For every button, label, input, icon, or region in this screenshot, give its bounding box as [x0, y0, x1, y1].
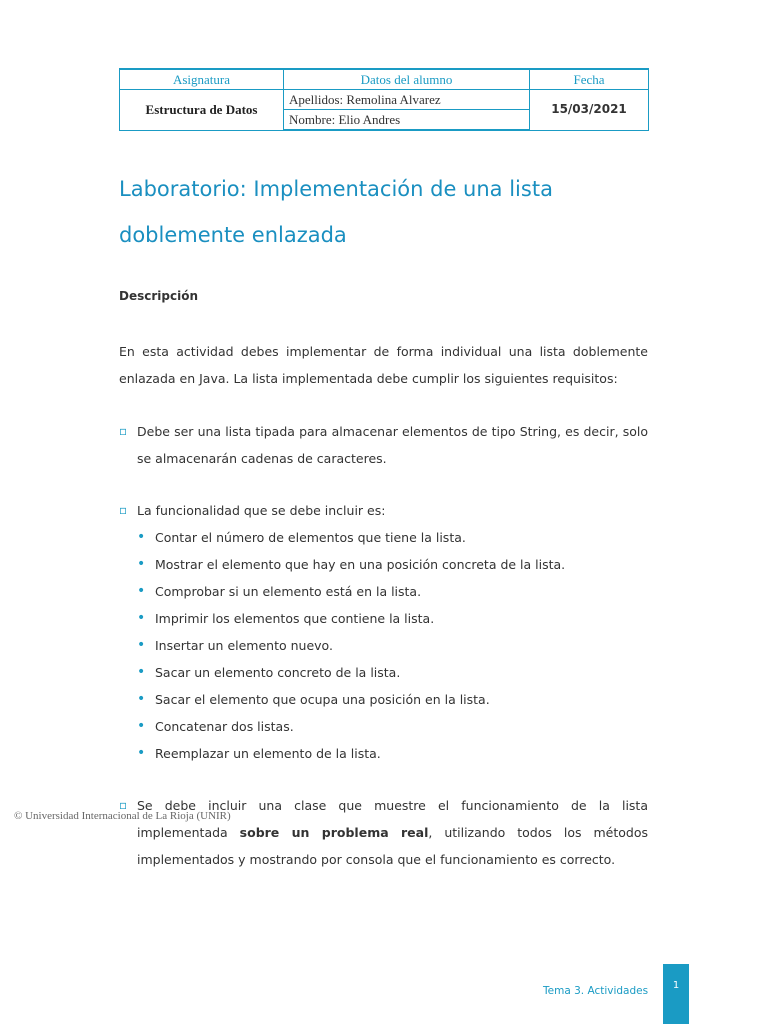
bullet-dot-icon: • [137, 529, 146, 545]
bullet-dot-icon: • [137, 610, 146, 626]
footer-section-label: Tema 3. Actividades [543, 985, 649, 997]
list-item: • Sacar el elemento que ocupa una posición en la lista. [137, 686, 648, 713]
bullet-dot-icon: • [137, 664, 146, 680]
requirement-2-text: La funcionalidad que se debe incluir es: [137, 503, 386, 518]
list-item: • Insertar un elemento nuevo. [137, 632, 648, 659]
requirement-3-text: Se debe incluir una clase que muestre el funcionamiento de la lista implementada sobre un problema real, utilizando todos los métodos implementados y mostrando por consola que el funcionamiento es correcto. [137, 798, 648, 867]
list-item: • Contar el número de elementos que tiene la lista. [137, 524, 648, 551]
list-item: • Mostrar el elemento que hay en una posición concreta de la lista. [137, 551, 648, 578]
bullet-dot-icon: • [137, 745, 146, 761]
bullet-dot-icon: • [137, 556, 146, 572]
surname-cell: Apellidos: Remolina Alvarez [284, 90, 530, 110]
requirement-1 [119, 418, 648, 472]
document-title [119, 166, 659, 258]
name-cell: Nombre: Elio Andres [284, 110, 530, 131]
title-line-2: doblemente enlazada [119, 223, 347, 247]
header-col-subject: Asignatura [120, 69, 284, 90]
list-item: • Concatenar dos listas. [137, 713, 648, 740]
square-bullet-icon: ▫ [119, 503, 128, 517]
function-list [137, 524, 648, 767]
square-bullet-icon: ▫ [119, 798, 128, 812]
date-cell: 15/03/2021 [530, 90, 649, 131]
bullet-dot-icon: • [137, 637, 146, 653]
page-number-tab: 1 [663, 964, 689, 1024]
list-item: • Reemplazar un elemento de la lista. [137, 740, 648, 767]
subject-cell: Estructura de Datos [120, 90, 284, 131]
bullet-dot-icon: • [137, 691, 146, 707]
square-bullet-icon: ▫ [119, 424, 128, 438]
list-item: • Sacar un elemento concreto de la lista. [137, 659, 648, 686]
requirement-1-text: Debe ser una lista tipada para almacenar elementos de tipo String, es decir, solo se almacenarán cadenas de caracteres. [137, 424, 648, 466]
header-table [119, 68, 649, 131]
bullet-dot-icon: • [137, 718, 146, 734]
list-item: • Comprobar si un elemento está en la lista. [137, 578, 648, 605]
title-line-1: Laboratorio: Implementación de una lista [119, 177, 553, 201]
bullet-dot-icon: • [137, 583, 146, 599]
list-item: • Imprimir los elementos que contiene la lista. [137, 605, 648, 632]
header-col-date: Fecha [530, 69, 649, 90]
emphasis-text: sobre un problema real [239, 825, 429, 840]
copyright-notice: © Universidad Internacional de La Rioja (UNIR) [14, 810, 231, 822]
section-heading: Descripción [119, 289, 198, 303]
requirement-2 [119, 497, 648, 524]
intro-paragraph: En esta actividad debes implementar de forma individual una lista doblemente enlazada en Java. La lista implementada debe cumplir los siguientes requisitos: [119, 344, 648, 386]
header-col-student: Datos del alumno [284, 69, 530, 90]
requirement-3 [119, 792, 648, 873]
